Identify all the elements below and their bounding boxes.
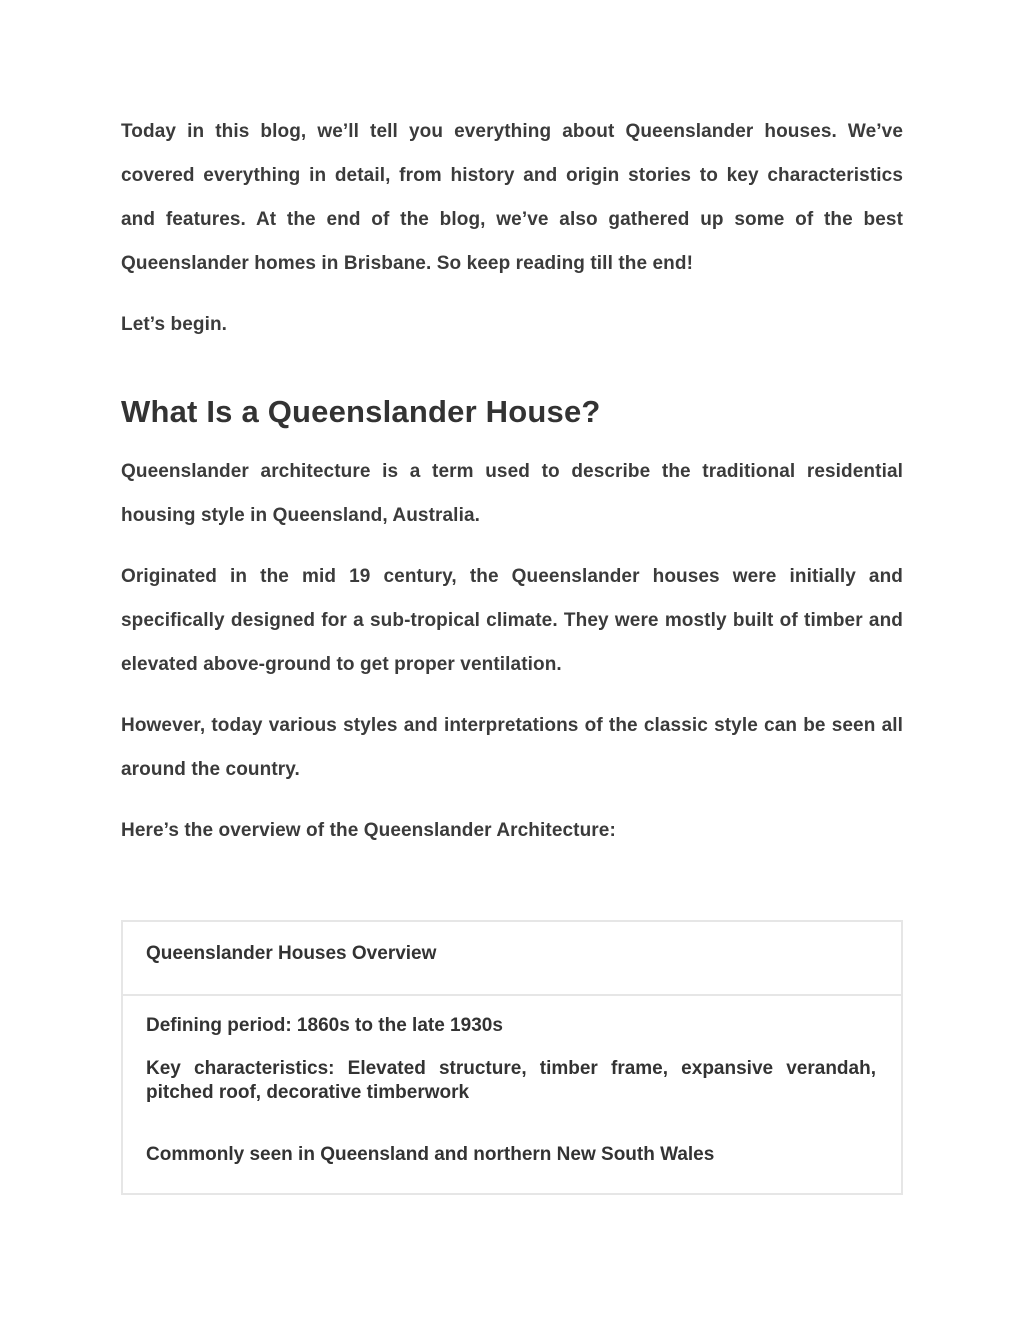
commonly-seen-text: Commonly seen in Queensland and northern New South Wales bbox=[146, 1144, 715, 1165]
key-characteristics-text: Key characteristics: Elevated structure, timber frame, expansive verandah, pitched roof, decorative timberwork bbox=[146, 1058, 876, 1103]
defining-period-text: Defining period: 1860s to the late 1930s bbox=[146, 1015, 503, 1036]
section-paragraph-3: However, today various styles and interpretations of the classic style can be seen all around the country. bbox=[121, 715, 903, 780]
intro-paragraph: Today in this blog, we’ll tell you everything about Queenslander houses. We’ve covered everything in detail, from history and origin stories to key characteristics and features. At the end of the blog, we’ve also gathered up some of the best Queenslander homes in Brisbane. So keep reading till the end! bbox=[121, 121, 903, 274]
section-paragraph-4: Here’s the overview of the Queenslander Architecture: bbox=[121, 820, 616, 841]
article-body bbox=[121, 110, 903, 853]
overview-table bbox=[121, 920, 903, 1195]
overview-title: Queenslander Houses Overview bbox=[123, 922, 901, 996]
section-paragraph-1: Queenslander architecture is a term used to describe the traditional residential housing style in Queensland, Australia. bbox=[121, 461, 903, 526]
section-paragraph-2: Originated in the mid 19 century, the Queenslander houses were initially and specifically designed for a sub-tropical climate. They were mostly built of timber and elevated above-ground to get proper ventilation. bbox=[121, 566, 903, 675]
section-heading: What Is a Queenslander House? bbox=[121, 394, 601, 429]
overview-body bbox=[123, 996, 901, 1167]
lets-begin-text: Let’s begin. bbox=[121, 314, 228, 335]
